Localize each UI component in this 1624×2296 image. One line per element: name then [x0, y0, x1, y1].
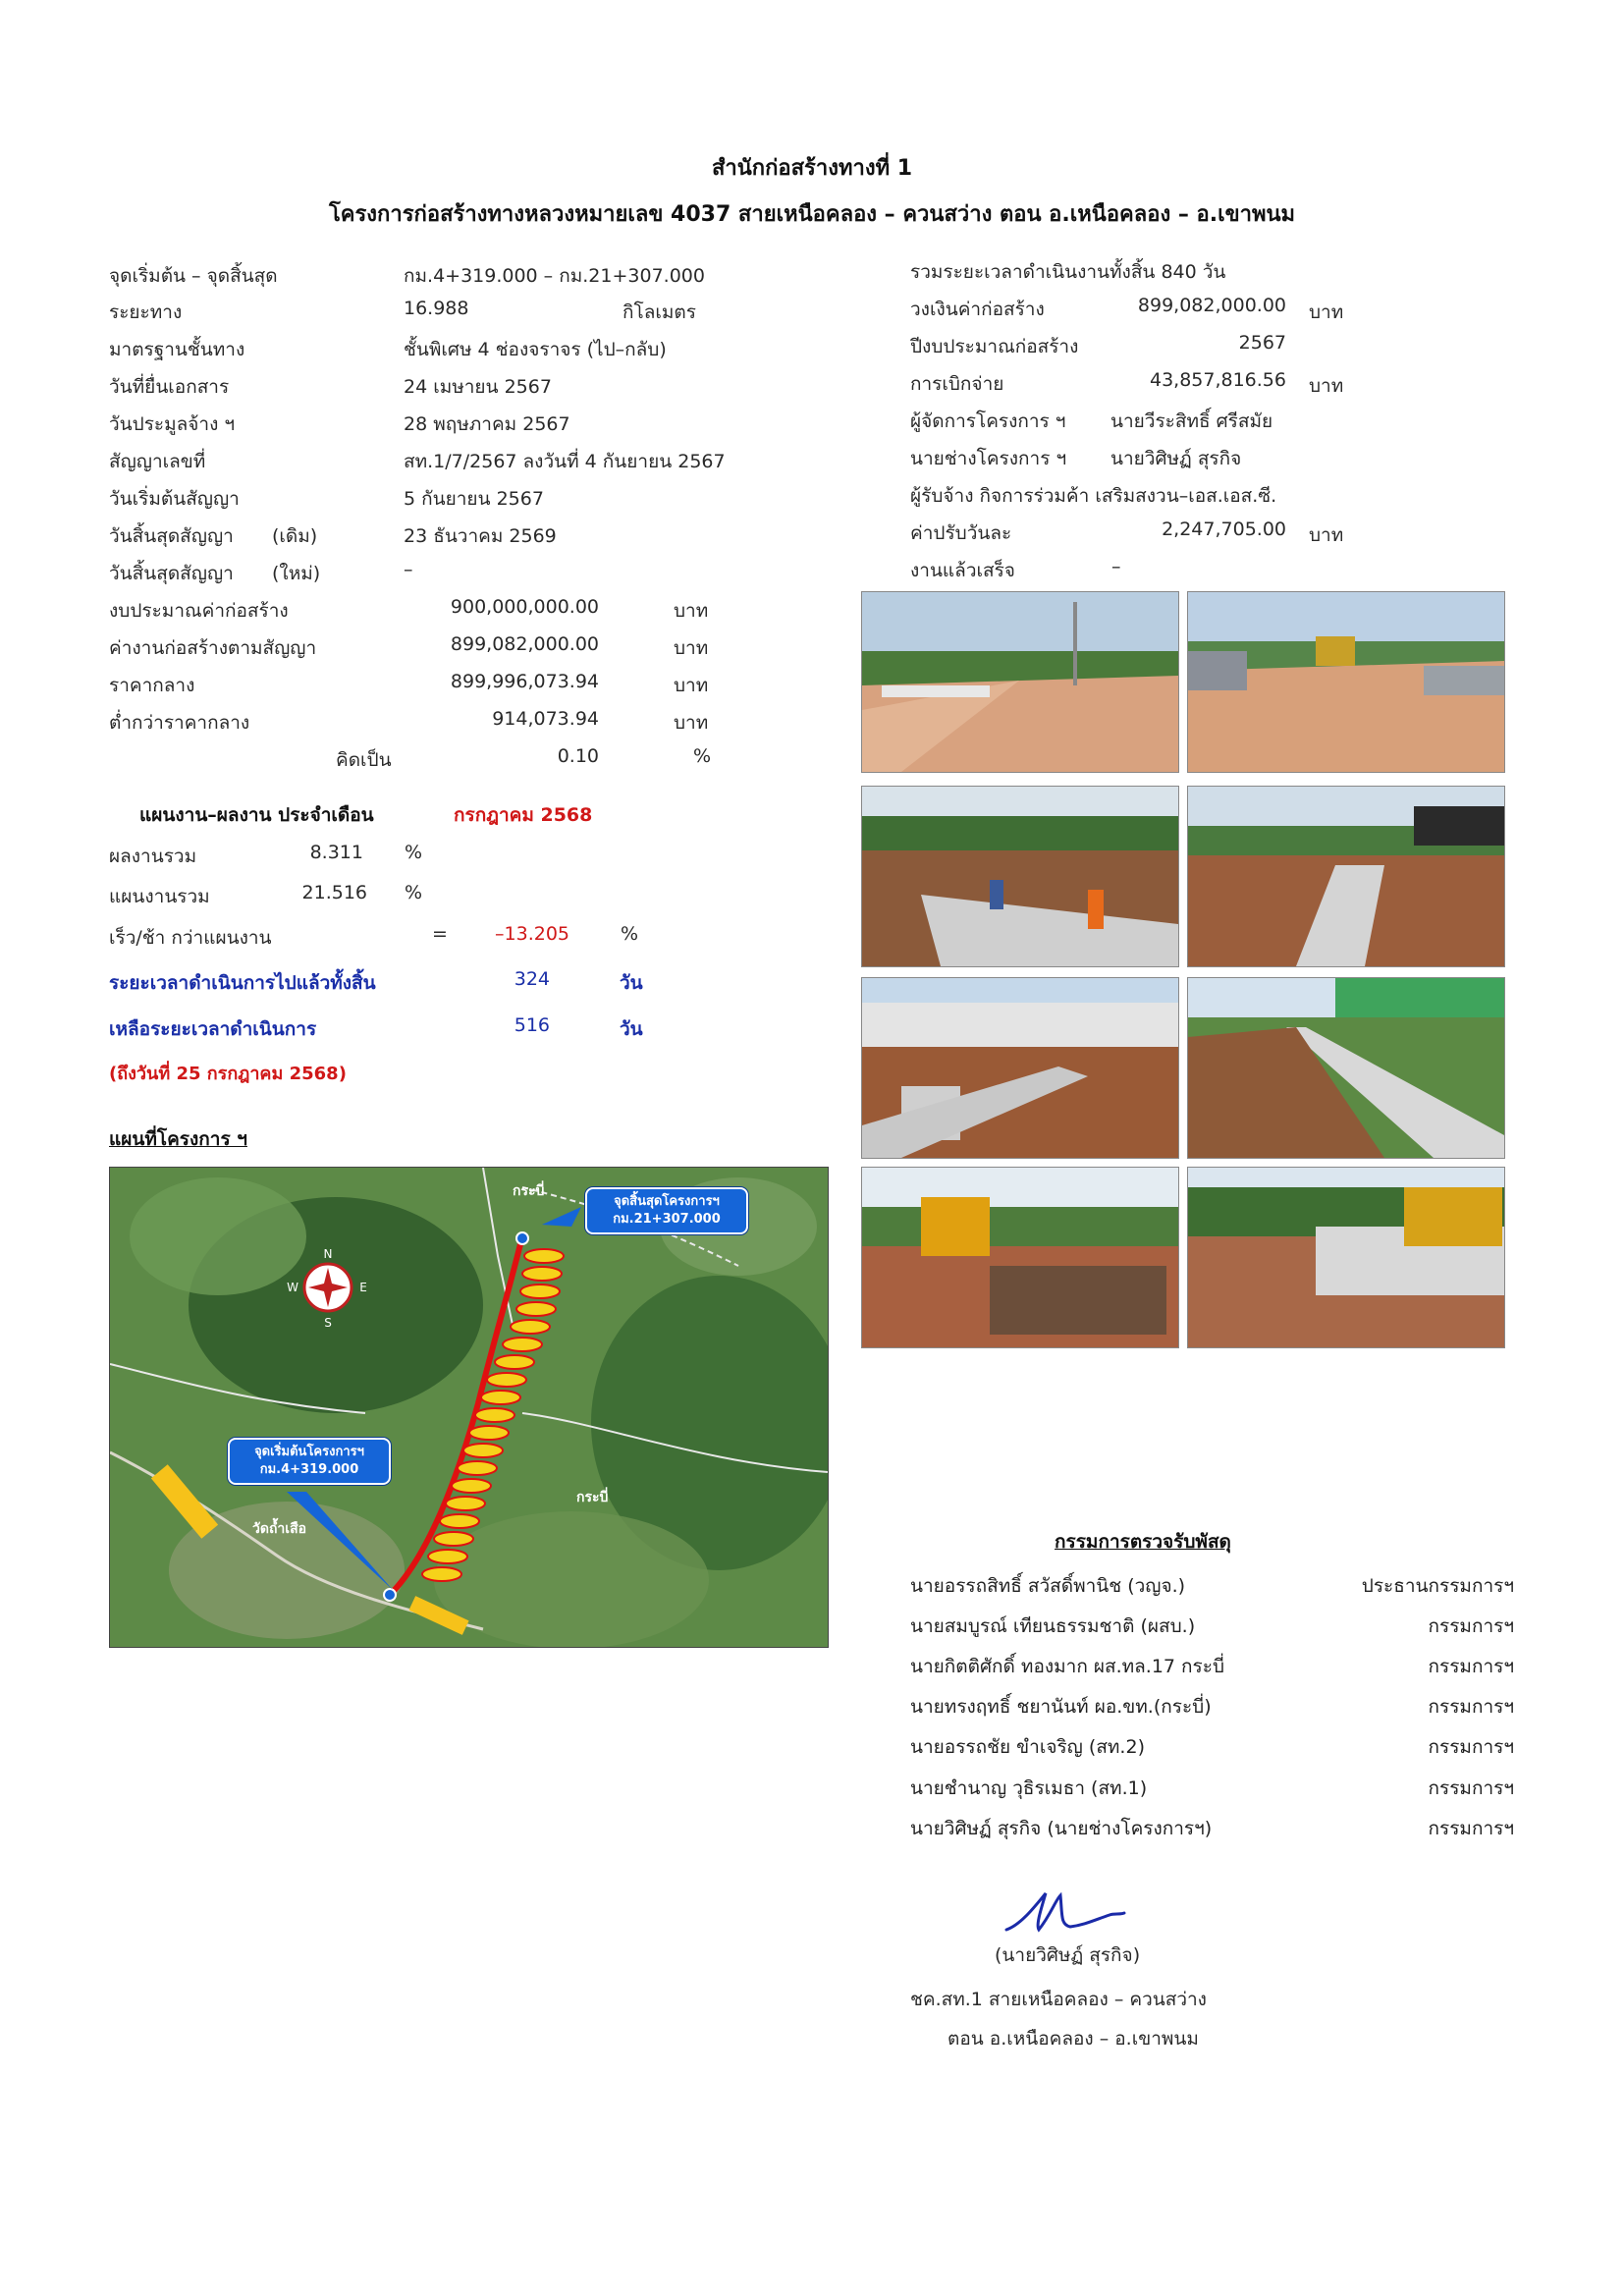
site-photo-7 — [861, 1167, 1179, 1348]
percent-label: คิดเป็น — [336, 749, 392, 771]
place-krabi-top: กระบี่ — [513, 1183, 545, 1199]
progress-title: แผนงาน–ผลงาน ประจำเดือน — [139, 804, 374, 826]
fine-label: ค่าปรับวันละ — [910, 522, 1012, 544]
disbursed-label: การเบิกจ่าย — [910, 373, 1004, 395]
end-point-callout — [585, 1187, 748, 1234]
contract-end-old-label: วันสิ้นสุดสัญญา — [109, 525, 234, 547]
committee-member-name: นายอรรถสิทธิ์ สวัสดิ์พานิช (วญจ.) — [910, 1575, 1186, 1597]
site-photo-6 — [1187, 977, 1505, 1159]
plan-label: แผนงานรวม — [109, 886, 210, 907]
contract-value-label: ค่างานก่อสร้างตามสัญญา — [109, 637, 317, 659]
site-photo-3 — [861, 786, 1179, 967]
contract-value-value: 899,082,000.00 — [450, 633, 599, 655]
committee-member-name: นายอรรถชัย ขำเจริญ (สท.2) — [910, 1736, 1145, 1758]
route-marker-icon — [422, 1567, 461, 1581]
remaining-value: 516 — [514, 1014, 550, 1036]
manager-value: นายวีระสิทธิ์ ศรีสมัย — [1110, 410, 1273, 432]
auction-date-value: 28 พฤษภาคม 2567 — [404, 413, 570, 435]
right-budget-value: 899,082,000.00 — [1137, 295, 1286, 316]
committee-member-role: กรรมการฯ — [1428, 1777, 1514, 1799]
fine-unit: บาท — [1309, 524, 1344, 546]
actual-unit: % — [405, 842, 423, 863]
committee-member-role: กรรมการฯ — [1428, 1818, 1514, 1839]
route-marker-icon — [516, 1302, 556, 1316]
route-marker-icon — [452, 1479, 491, 1493]
contract-start-label: วันเริ่มต้นสัญญา — [109, 488, 240, 510]
budget-unit: บาท — [674, 600, 709, 622]
signature-position-2: ตอน อ.เหนือคลอง – อ.เขาพนม — [947, 2028, 1199, 2050]
median-price-label: ราคากลาง — [109, 675, 195, 696]
elapsed-value: 324 — [514, 968, 550, 990]
median-price-value: 899,996,073.94 — [450, 671, 599, 692]
route-marker-icon — [440, 1514, 479, 1528]
right-budget-unit: บาท — [1309, 301, 1344, 323]
place-krabi-mid: กระบี่ — [576, 1490, 609, 1505]
completed-value: – — [1111, 556, 1121, 577]
committee-member-name: นายกิตติศักดิ์ ทองมาก ผส.ทล.17 กระบี่ — [910, 1656, 1225, 1677]
site-photo-1 — [861, 591, 1179, 773]
route-marker-icon — [481, 1391, 520, 1404]
actual-value: 8.311 — [309, 842, 363, 863]
committee-title: กรรมการตรวจรับพัสดุ — [1055, 1531, 1231, 1553]
contract-end-new-label: วันสิ้นสุดสัญญา — [109, 563, 234, 584]
committee-member-name: นายสมบูรณ์ เทียนธรรมชาติ (ผสบ.) — [910, 1615, 1196, 1637]
remaining-label: เหลือระยะเวลาดำเนินการ — [109, 1018, 317, 1040]
start-callout-line1: จุดเริ่มต้นโครงการฯ — [254, 1445, 364, 1459]
below-median-value: 914,073.94 — [492, 708, 599, 730]
submit-date-label: วันที่ยื่นเอกสาร — [109, 376, 230, 398]
compass-n: N — [323, 1247, 333, 1261]
budget-label: งบประมาณค่าก่อสร้าง — [109, 600, 289, 622]
plan-unit: % — [405, 882, 423, 903]
project-title: โครงการก่อสร้างทางหลวงหมายเลข 4037 สายเหนือคลอง – ควนสว่าง ตอน อ.เหนือคลอง – อ.เขาพนม — [328, 202, 1296, 227]
remaining-unit: วัน — [620, 1018, 643, 1040]
right-budget-label: วงเงินค่าก่อสร้าง — [910, 299, 1045, 320]
contract-start-value: 5 กันยายน 2567 — [404, 488, 544, 510]
committee-member-role: กรรมการฯ — [1428, 1656, 1514, 1677]
diff-equals: = — [432, 923, 448, 945]
engineer-value: นายวิศิษฏ์ สุรกิจ — [1110, 448, 1242, 469]
contract-no-value: สท.1/7/2567 ลงวันที่ 4 กันยายน 2567 — [404, 451, 726, 472]
route-marker-icon — [495, 1355, 534, 1369]
contract-end-new-value: – — [404, 559, 413, 580]
end-callout-line2: กม.21+307.000 — [613, 1212, 721, 1227]
route-marker-icon — [520, 1285, 560, 1298]
place-wat: วัดถ้ำเสือ — [252, 1521, 307, 1537]
map-image — [110, 1168, 828, 1647]
diff-label: เร็ว/ช้า กว่าแผนงาน — [109, 927, 272, 949]
route-marker-icon — [446, 1497, 485, 1510]
site-photo-5 — [861, 977, 1179, 1159]
contract-end-old-value: 23 ธันวาคม 2569 — [404, 525, 557, 547]
elapsed-label: ระยะเวลาดำเนินการไปแล้วทั้งสิ้น — [109, 972, 376, 994]
elapsed-unit: วัน — [620, 972, 643, 994]
start-end-label: จุดเริ่มต้น – จุดสิ้นสุด — [109, 265, 278, 287]
map-title: แผนที่โครงการ ฯ — [109, 1128, 247, 1150]
site-photo-2 — [1187, 591, 1505, 773]
committee-member-role: กรรมการฯ — [1428, 1615, 1514, 1637]
compass-s: S — [324, 1316, 332, 1330]
disbursed-value: 43,857,816.56 — [1149, 369, 1286, 391]
start-point-callout — [228, 1438, 391, 1485]
start-end-value: กม.4+319.000 – กม.21+307.000 — [404, 265, 705, 287]
route-marker-icon — [522, 1267, 562, 1281]
below-median-unit: บาท — [674, 712, 709, 734]
submit-date-value: 24 เมษายน 2567 — [404, 376, 552, 398]
signature-position-1: ชค.สท.1 สายเหนือคลอง – ควนสว่าง — [910, 1989, 1207, 2010]
route-marker-icon — [487, 1373, 526, 1387]
as-of-date: (ถึงวันที่ 25 กรกฎาคม 2568) — [109, 1064, 347, 1084]
percent-value: 0.10 — [557, 745, 599, 767]
site-photo-4 — [1187, 786, 1505, 967]
compass-e: E — [359, 1281, 367, 1294]
signature-name: (นายวิศิษฏ์ สุรกิจ) — [995, 1944, 1141, 1966]
start-point-marker — [384, 1589, 396, 1601]
committee-member-role: ประธานกรรมการฯ — [1361, 1575, 1514, 1597]
auction-date-label: วันประมูลจ้าง ฯ — [109, 413, 236, 435]
site-photo-8 — [1187, 1167, 1505, 1348]
contract-value-unit: บาท — [674, 637, 709, 659]
disbursed-unit: บาท — [1309, 375, 1344, 397]
manager-label: ผู้จัดการโครงการ ฯ — [910, 410, 1066, 432]
route-marker-icon — [463, 1444, 503, 1457]
distance-value: 16.988 — [404, 298, 469, 319]
median-price-unit: บาท — [674, 675, 709, 696]
fine-value: 2,247,705.00 — [1162, 519, 1286, 540]
office-title: สำนักก่อสร้างทางที่ 1 — [711, 156, 913, 181]
progress-month: กรกฎาคม 2568 — [454, 804, 593, 826]
contract-no-label: สัญญาเลขที่ — [109, 451, 206, 472]
route-marker-icon — [475, 1408, 514, 1422]
route-marker-icon — [434, 1532, 473, 1546]
total-time: รวมระยะเวลาดำเนินงานทั้งสิ้น 840 วัน — [910, 261, 1226, 283]
actual-label: ผลงานรวม — [109, 846, 197, 867]
route-marker-icon — [503, 1338, 542, 1351]
contractor: ผู้รับจ้าง กิจการร่วมค้า เสริมสงวน–เอส.เอส.ซี. — [910, 485, 1277, 507]
distance-unit: กิโลเมตร — [623, 301, 696, 323]
standard-value: ชั้นพิเศษ 4 ช่องจราจร (ไป–กลับ) — [404, 339, 667, 360]
committee-member-name: นายวิศิษฏ์ สุรกิจ (นายช่างโครงการฯ) — [910, 1818, 1213, 1839]
percent-unit: % — [693, 745, 712, 767]
committee-member-role: กรรมการฯ — [1428, 1736, 1514, 1758]
route-marker-icon — [511, 1320, 550, 1334]
diff-unit: % — [621, 923, 639, 945]
end-point-marker — [516, 1232, 528, 1244]
contract-end-old-tag: (เดิม) — [272, 525, 318, 547]
contract-end-new-tag: (ใหม่) — [272, 563, 321, 584]
committee-member-role: กรรมการฯ — [1428, 1696, 1514, 1718]
budget-value: 900,000,000.00 — [450, 596, 599, 618]
route-marker-icon — [458, 1461, 497, 1475]
below-median-label: ต่ำกว่าราคากลาง — [109, 712, 250, 734]
start-callout-line2: กม.4+319.000 — [259, 1462, 359, 1477]
fiscal-year-label: ปีงบประมาณก่อสร้าง — [910, 336, 1079, 357]
fiscal-year-value: 2567 — [1238, 332, 1286, 354]
committee-member-name: นายชำนาญ วุธิรเมธา (สท.1) — [910, 1777, 1148, 1799]
route-marker-icon — [469, 1426, 509, 1440]
compass-w: W — [287, 1281, 298, 1294]
signature-image — [1001, 1886, 1139, 1944]
project-map — [109, 1167, 829, 1648]
engineer-label: นายช่างโครงการ ฯ — [910, 448, 1067, 469]
distance-label: ระยะทาง — [109, 301, 183, 323]
committee-member-name: นายทรงฤทธิ์ ชยานันท์ ผอ.ขท.(กระบี่) — [910, 1696, 1212, 1718]
route-marker-icon — [428, 1550, 467, 1563]
standard-label: มาตรฐานชั้นทาง — [109, 339, 245, 360]
completed-label: งานแล้วเสร็จ — [910, 560, 1015, 581]
diff-value: –13.205 — [495, 923, 569, 945]
plan-value: 21.516 — [301, 882, 367, 903]
end-callout-line1: จุดสิ้นสุดโครงการฯ — [614, 1194, 720, 1209]
route-marker-icon — [524, 1249, 564, 1263]
